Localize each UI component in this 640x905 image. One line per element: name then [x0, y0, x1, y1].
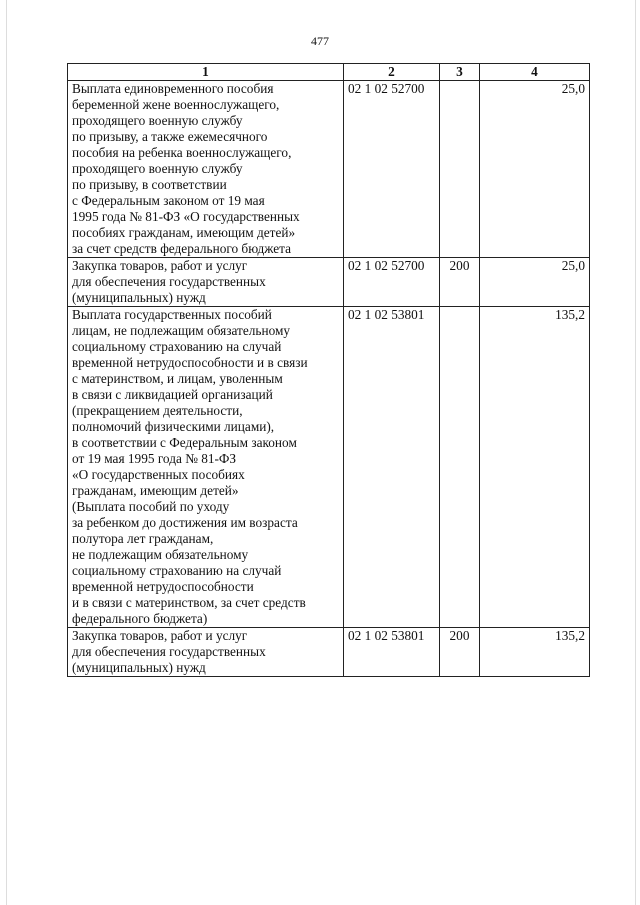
table-row	[68, 307, 590, 628]
description-line: социальному страхованию на случай	[72, 339, 282, 354]
row-amount: 135,2	[480, 628, 590, 677]
row-code: 02 1 02 53801	[344, 628, 440, 677]
table-row	[68, 81, 590, 258]
row-expense-type: 200	[440, 258, 480, 307]
description-line: и в связи с материнством, за счет средств	[72, 595, 306, 610]
description-line: (Выплата пособий по уходу	[72, 499, 230, 514]
table-row	[68, 258, 590, 307]
row-description	[68, 307, 344, 628]
description-line: (муниципальных) нужд	[72, 290, 206, 305]
description-line: временной нетрудоспособности	[72, 579, 254, 594]
description-line: Выплата государственных пособий	[72, 307, 272, 322]
description-line: временной нетрудоспособности и в связи	[72, 355, 308, 370]
row-expense-type	[440, 81, 480, 258]
description-line: «О государственных пособиях	[72, 467, 245, 482]
description-line: беременной жене военнослужащего,	[72, 97, 280, 112]
description-line: полномочий физическими лицами),	[72, 419, 275, 434]
description-line: проходящего военную службу	[72, 113, 243, 128]
table-body	[68, 81, 590, 677]
description-line: проходящего военную службу	[72, 161, 243, 176]
column-header-4: 4	[480, 64, 590, 81]
description-line: пособия на ребенка военнослужащего,	[72, 145, 292, 160]
column-header-2: 2	[344, 64, 440, 81]
row-expense-type: 200	[440, 628, 480, 677]
scan-edge-right	[635, 0, 636, 905]
row-amount: 25,0	[480, 258, 590, 307]
description-line: для обеспечения государственных	[72, 644, 266, 659]
description-line: Выплата единовременного пособия	[72, 81, 274, 96]
description-line: по призыву, в соответствии	[72, 177, 227, 192]
scan-edge-left	[6, 0, 7, 905]
description-line: в связи с ликвидацией организаций	[72, 387, 273, 402]
description-line: с материнством, и лицам, уволенным	[72, 371, 283, 386]
table-header-row	[68, 64, 590, 81]
row-expense-type	[440, 307, 480, 628]
row-description	[68, 81, 344, 258]
description-line: федерального бюджета)	[72, 611, 208, 626]
description-line: полутора лет гражданам,	[72, 531, 214, 546]
description-line: Закупка товаров, работ и услуг	[72, 628, 248, 643]
description-line: по призыву, а также ежемесячного	[72, 129, 268, 144]
row-code: 02 1 02 53801	[344, 307, 440, 628]
column-header-1: 1	[68, 64, 344, 81]
description-line: пособиях гражданам, имеющим детей»	[72, 225, 296, 240]
table-row	[68, 628, 590, 677]
row-description	[68, 628, 344, 677]
description-line: не подлежащим обязательному	[72, 547, 249, 562]
description-line: от 19 мая 1995 года № 81-ФЗ	[72, 451, 237, 466]
row-code: 02 1 02 52700	[344, 258, 440, 307]
row-code: 02 1 02 52700	[344, 81, 440, 258]
column-header-3: 3	[440, 64, 480, 81]
description-line: с Федеральным законом от 19 мая	[72, 193, 265, 208]
page-number: 477	[311, 34, 329, 48]
description-line: для обеспечения государственных	[72, 274, 266, 289]
description-line: в соответствии с Федеральным законом	[72, 435, 297, 450]
description-line: (прекращением деятельности,	[72, 403, 243, 418]
description-line: гражданам, имеющим детей»	[72, 483, 239, 498]
description-line: (муниципальных) нужд	[72, 660, 206, 675]
row-amount: 25,0	[480, 81, 590, 258]
description-line: лицам, не подлежащим обязательному	[72, 323, 291, 338]
budget-table	[67, 63, 590, 677]
description-line: за ребенком до достижения им возраста	[72, 515, 298, 530]
description-line: за счет средств федерального бюджета	[72, 241, 292, 256]
description-line: социальному страхованию на случай	[72, 563, 282, 578]
description-line: Закупка товаров, работ и услуг	[72, 258, 248, 273]
row-amount: 135,2	[480, 307, 590, 628]
description-line: 1995 года № 81-ФЗ «О государственных	[72, 209, 300, 224]
row-description	[68, 258, 344, 307]
